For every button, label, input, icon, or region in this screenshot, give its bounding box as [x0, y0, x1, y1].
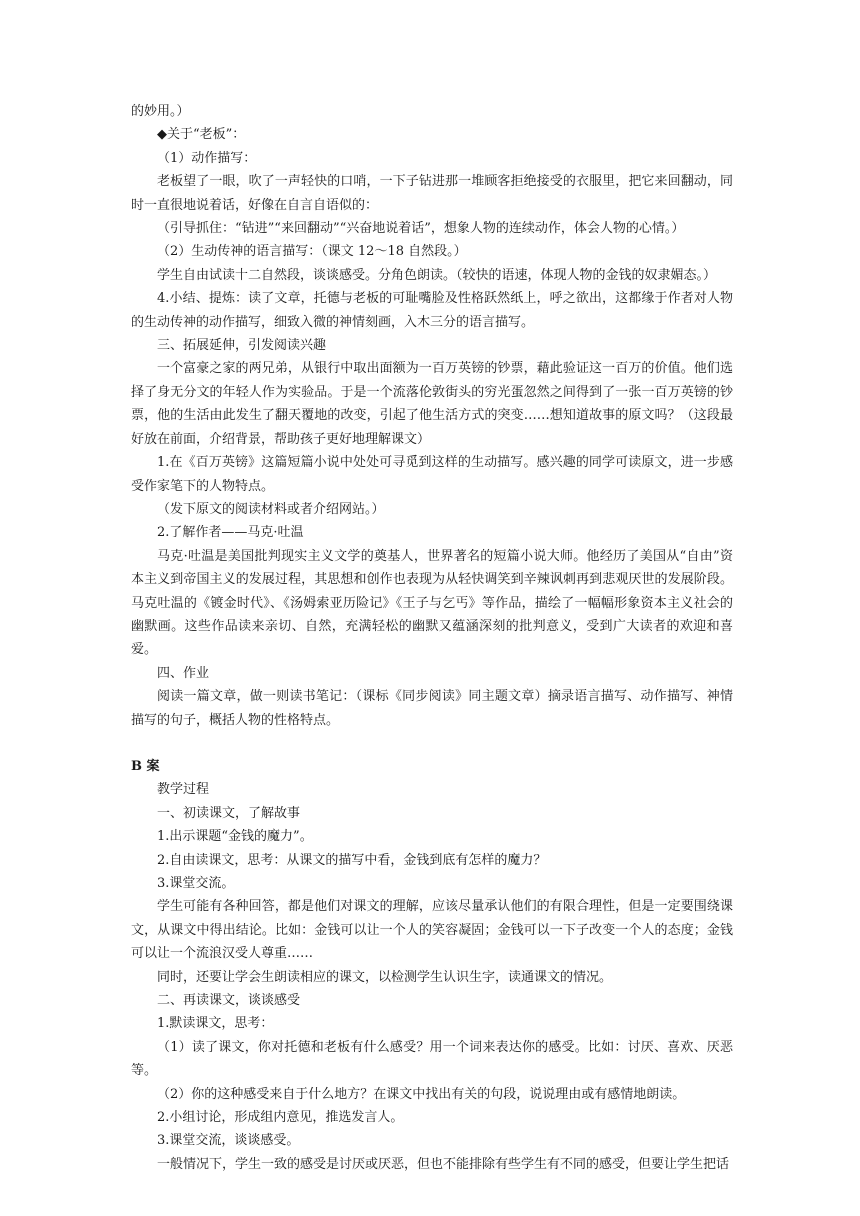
document-page — [131, 100, 733, 1176]
section-gap — [131, 732, 733, 755]
section-b — [131, 755, 733, 1176]
paragraph: 2.小组讨论，形成组内意见，推选发言人。 — [157, 1110, 404, 1126]
paragraph: 2.了解作者——马克·吐温 — [157, 525, 304, 541]
section-a — [131, 100, 733, 732]
paragraph: 学生可能有各种回答，都是他们对课文的理解，应该尽量承认他们的有限合理性，但是一定要围绕课文，从课文中得出结论。比如：金钱可以让一个人的笑容凝固；金钱可以一下子改变一个人的态度；金钱可以让一个流浪汉受人尊重…… — [131, 899, 733, 962]
paragraph: 1.在《百万英镑》这篇短篇小说中处处可寻觅到这样的生动描写。感兴趣的同学可读原文，进一步感受作家笔下的人物特点。 — [131, 455, 733, 494]
paragraph: 学生自由试读十二自然段，谈谈感受。分角色朗读。（较快的语速，体现人物的金钱的奴隶媚态。） — [157, 267, 717, 283]
paragraph: 2.自由读课文，思考：从课文的描写中看，金钱到底有怎样的魔力？ — [157, 852, 547, 868]
paragraph: 一、初读课文，了解故事 — [157, 805, 301, 821]
paragraph: 三、拓展延伸，引发阅读兴趣 — [157, 338, 327, 354]
paragraph: 老板望了一眼，吹了一声轻快的口哨，一下子钻进那一堆顾客拒绝接受的衣服里，把它来回翻动，同时一直很地说着话，好像在自言自语似的： — [131, 174, 733, 213]
paragraph: （2）你的这种感受来自于什么地方？在课文中找出有关的句段，说说理由或有感情地朗读。 — [157, 1086, 686, 1102]
paragraph: （2）生动传神的语言描写：（课文 12～18 自然段。） — [157, 244, 467, 260]
paragraph: （发下原文的阅读材料或者介绍网站。） — [157, 501, 385, 517]
paragraph: 3.课堂交流。 — [157, 876, 235, 891]
paragraph: 一个富豪之家的两兄弟，从银行中取出面额为一百万英镑的钞票，藉此验证这一百万的价值。他们选择了身无分文的年轻人作为实验品。于是一个流落伦敦街头的穷光蛋忽然之间得到了一张一百万英镑的钞票，他的生活由此发生了翻天覆地的改变，引起了他生活方式的突变……想知道故事的原文吗？（这段最好放在前面，介绍背景，帮助孩子更好地理解课文） — [131, 361, 733, 447]
paragraph: （引导抓住：“钻进”“来回翻动”“兴奋地说着话”，想象人物的连续动作，体会人物的心情。） — [157, 221, 685, 237]
paragraph: 马克·吐温是美国批判现实主义文学的奠基人，世界著名的短篇小说大师。他经历了美国从“自由”资本主义到帝国主义的发展过程，其思想和创作也表现为从轻快调笑到辛辣讽刺再到悲观厌世的发展阶段。马克吐温的《镀金时代》、《汤姆索亚历险记》《王子与乞丐》等作品，描绘了一幅幅形象资本主义社会的幽默画。这些作品读来亲切、自然，充满轻松的幽默又蕴涵深刻的批判意义，受到广大读者的欢迎和喜爱。 — [131, 548, 733, 658]
paragraph: 的妙用。） — [131, 104, 190, 119]
paragraph: 阅读一篇文章，做一则读书笔记：（课标《同步阅读》同主题文章）摘录语言描写、动作描写、神情描写的句子，概括人物的性格特点。 — [131, 689, 733, 728]
paragraph: 教学过程 — [157, 782, 210, 798]
paragraph: （1）动作描写： — [157, 150, 257, 166]
paragraph: 1.默读课文，思考： — [157, 1016, 274, 1032]
paragraph: 1.出示课题“金钱的魔力”。 — [157, 829, 313, 845]
paragraph: 3.课堂交流，谈谈感受。 — [157, 1133, 300, 1149]
paragraph: 一般情况下，学生一致的感受是讨厌或厌恶，但也不能排除有些学生有不同的感受，但要让学生把话 — [157, 1156, 730, 1172]
paragraph: 二、再读课文，谈谈感受 — [157, 993, 301, 1009]
paragraph: 同时，还要让学会生朗读相应的课文，以检测学生认识生字，读通课文的情况。 — [157, 969, 613, 985]
paragraph: ◆关于“老板”： — [157, 127, 246, 143]
paragraph: 4.小结、提炼：读了文章，托德与老板的可耻嘴脸及性格跃然纸上，呼之欲出，这都缘于作者对人物的生动传神的动作描写，细致入微的神情刻画，入木三分的语言描写。 — [131, 291, 733, 330]
paragraph: 四、作业 — [157, 665, 210, 681]
paragraph: （1）读了课文，你对托德和老板有什么感受？用一个词来表达你的感受。比如：讨厌、喜欢、厌恶等。 — [131, 1039, 733, 1079]
section-heading: B 案 — [131, 758, 160, 774]
